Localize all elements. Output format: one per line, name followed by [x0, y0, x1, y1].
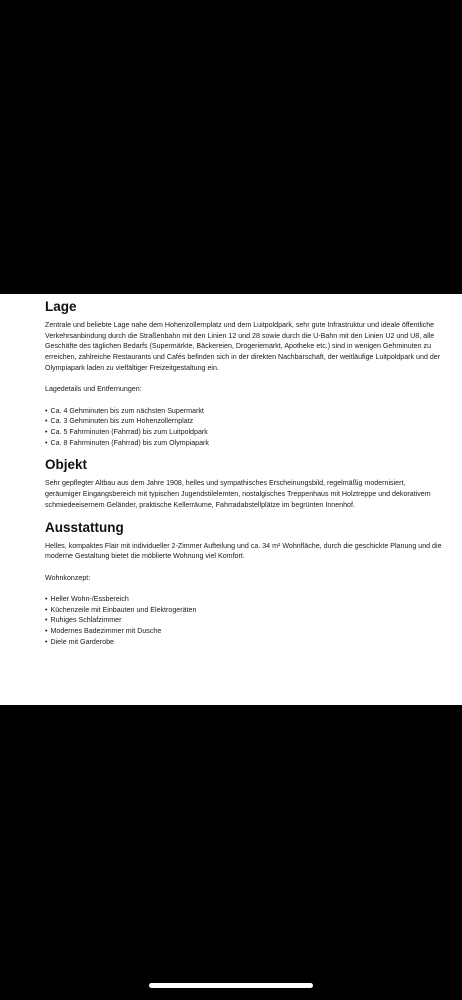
lage-details-list: [45, 406, 442, 449]
list-item: • Ca. 8 Fahrminuten (Fahrrad) bis zum Olympiapark: [45, 438, 442, 449]
list-item: • Küchenzeile mit Einbauten und Elektrogeräten: [45, 605, 442, 616]
section-heading-lage: Lage: [45, 299, 77, 314]
list-item: • Diele mit Garderobe: [45, 637, 442, 648]
list-item: • Heller Wohn-/Essbereich: [45, 594, 442, 605]
lage-paragraph: Zentrale und beliebte Lage nahe dem Hohenzollernplatz und dem Luitpoldpark, sehr gute Infrastruktur und ideale öffentliche Verkehrsanbindung durch die Straßenbahn mit den Linien 12 und 28 sowie durch die U-Bahn mit den Linien U2 und U8, alle Geschäfte des täglichen Bedarfs (Supermärkte, Bäckereien, Drogeriemarkt, Apotheke etc.) sind in wenigen Gehminuten zu erreichen, zahlreiche Restaurants und Cafés befinden sich in der direkten Nachbarschaft, der weitläufige Luitpoldpark und der Olympiapark laden zu vielfältiger Freizeitgestaltung ein.: [45, 321, 441, 372]
list-item: • Ca. 4 Gehminuten bis zum nächsten Supermarkt: [45, 406, 442, 417]
objekt-paragraph: Sehr gepflegter Altbau aus dem Jahre 1908, helles und sympathisches Erscheinungsbild, regelmäßig modernisiert, geräumiger Eingangsbereich mit typischen Jugendstilelemten, nostalgisches Treppenhaus mit Holztreppe und dekorativem schmiedeeisernem Geländer, praktische Kellerräume, Fahrradabstellplätze im begrünten Innenhof.: [45, 479, 431, 509]
document-page: [0, 294, 462, 705]
list-item: • Modernes Badezimmer mit Dusche: [45, 626, 442, 637]
list-item: • Ca. 5 Fahrminuten (Fahrrad) bis zum Luitpoldpark: [45, 427, 442, 438]
home-indicator[interactable]: [149, 983, 313, 988]
ausstattung-paragraph: Helles, kompaktes Flair mit individueller 2-Zimmer Aufteilung und ca. 34 m² Wohnfläche, durch die geschickte Planung und die moderne Gestaltung bietet die möblierte Wohnung viel Komfort.: [45, 541, 442, 561]
section-heading-ausstattung: Ausstattung: [45, 519, 124, 535]
list-item: • Ca. 3 Gehminuten bis zum Hohenzollernplatz: [45, 416, 442, 427]
section-heading-objekt: Objekt: [45, 457, 88, 473]
wohnkonzept-list: [45, 594, 442, 648]
list-item: • Ruhiges Schlafzimmer: [45, 615, 442, 626]
wohnkonzept-label: Wohnkonzept:: [45, 573, 91, 582]
lage-details-label: Lagedetails und Entfernungen:: [45, 385, 142, 394]
